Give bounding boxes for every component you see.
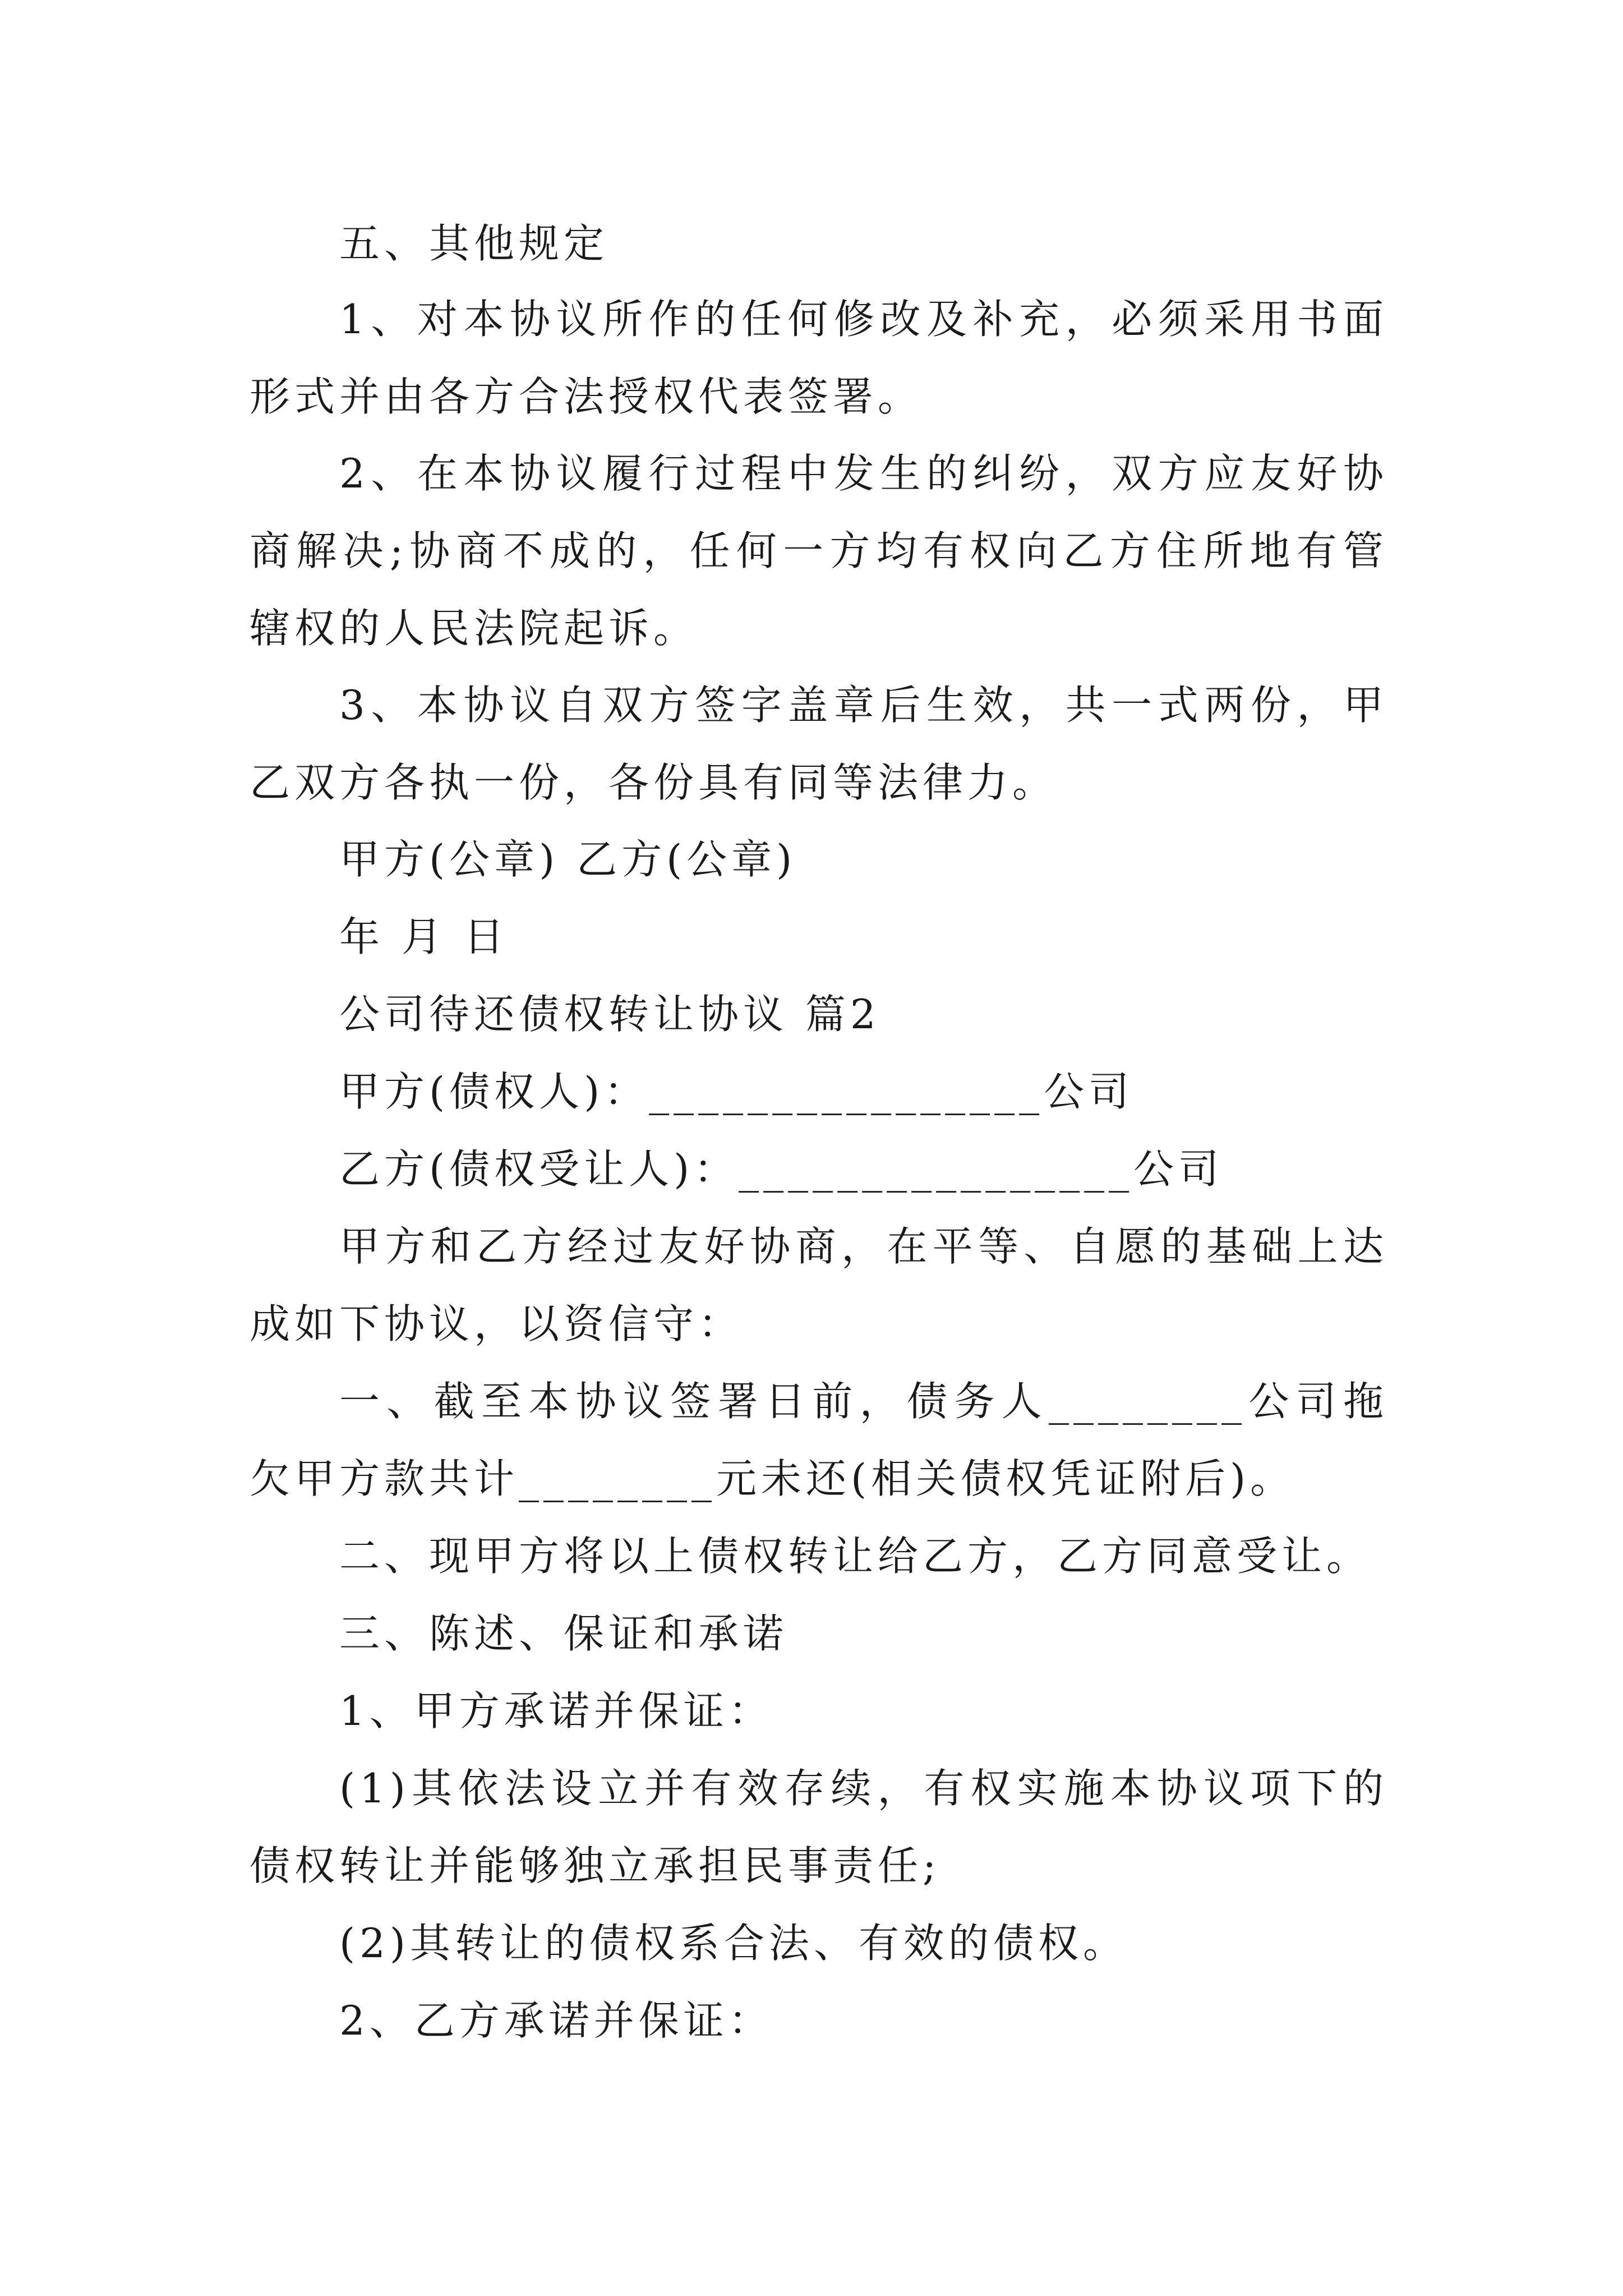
signature-line: 甲方(公章) 乙方(公章) (339, 836, 797, 883)
clause-paragraph: (1)其依法设立并有效存续，有权实施本协议项下的债权转让并能够独立承担民事责任; (250, 1765, 1388, 1889)
clause-paragraph: 3、本协议自双方签字盖章后生效，共一式两份，甲乙双方各执一份，各份具有同等法律力。 (250, 682, 1388, 806)
section-heading: 三、陈述、保证和承诺 (339, 1610, 789, 1657)
agreement-title: 公司待还债权转让协议 篇2 (339, 991, 880, 1038)
date-line: 年 月 日 (339, 913, 509, 960)
clause-paragraph: 一、截至本协议签署日前，债务人________公司拖欠甲方款共计________元未还(相关债权凭证附后)。 (250, 1378, 1388, 1502)
sub-heading: 2、乙方承诺并保证： (339, 1997, 773, 2044)
section-heading-other-provisions: 五、其他规定 (339, 220, 609, 267)
clause-paragraph: (2)其转让的债权系合法、有效的债权。 (339, 1920, 1128, 1967)
clause-paragraph: 1、对本协议所作的任何修改及补充，必须采用书面形式并由各方合法授权代表签署。 (250, 296, 1388, 420)
party-b-line: 乙方(债权受让人)：________________公司 (339, 1145, 1224, 1193)
preamble-paragraph: 甲方和乙方经过友好协商，在平等、自愿的基础上达成如下协议，以资信守： (250, 1223, 1388, 1347)
party-a-line: 甲方(债权人)：________________公司 (339, 1068, 1134, 1115)
sub-heading: 1、甲方承诺并保证： (339, 1687, 773, 1734)
clause-paragraph: 2、在本协议履行过程中发生的纠纷，双方应友好协商解决;协商不成的，任何一方均有权向乙方住所地有管辖权的人民法院起诉。 (250, 450, 1388, 652)
clause-paragraph: 二、现甲方将以上债权转让给乙方，乙方同意受让。 (339, 1533, 1372, 1580)
